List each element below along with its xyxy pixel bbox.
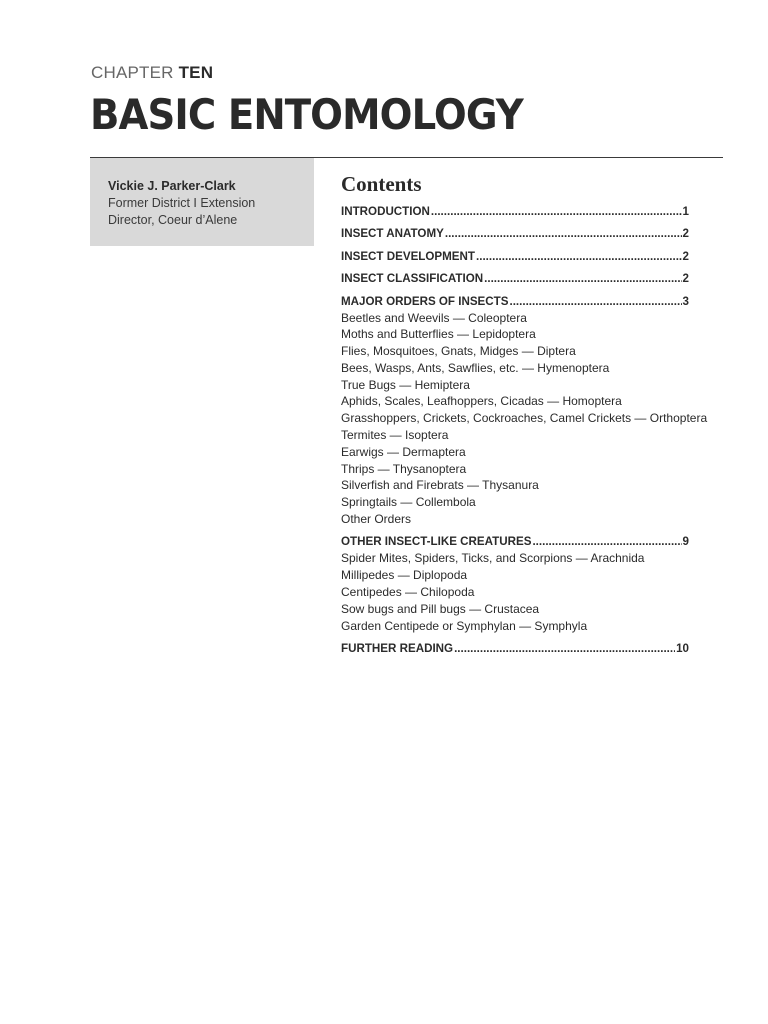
toc-entry-page: 2 — [682, 227, 689, 240]
toc-entry[interactable] — [341, 204, 689, 220]
toc-entry-label: INTRODUCTION — [341, 204, 430, 218]
toc-entry-label: INSECT DEVELOPMENT — [341, 249, 475, 263]
toc-subentry[interactable]: Moths and Butterflies — Lepidoptera — [341, 327, 536, 342]
toc-entry-page: 1 — [682, 204, 689, 218]
toc-entry-page: 3 — [682, 294, 689, 308]
toc-leader-dots — [484, 271, 681, 287]
author-name: Vickie J. Parker-Clark — [108, 179, 236, 193]
toc-leader-dots — [509, 294, 681, 310]
toc-entry[interactable] — [341, 294, 689, 310]
author-role-line1: Former District I Extension — [108, 196, 256, 210]
toc-entry-label: FURTHER READING — [341, 641, 454, 655]
toc-entry-page: 2 — [682, 249, 689, 263]
toc-subentry[interactable]: Springtails — Collembola — [341, 495, 476, 510]
toc-leader-dots — [431, 204, 682, 220]
table-of-contents — [341, 172, 741, 657]
toc-entry-label: INSECT CLASSIFICATION — [341, 272, 484, 285]
toc-subentry[interactable]: Silverfish and Firebrats — Thysanura — [341, 478, 539, 493]
chapter-label — [91, 63, 213, 83]
toc-subentry[interactable]: Flies, Mosquitoes, Gnats, Midges — Diptera — [341, 344, 576, 359]
toc-entry-page: 9 — [682, 535, 689, 549]
toc-subentry[interactable]: Spider Mites, Spiders, Ticks, and Scorpions — Arachnida — [341, 551, 645, 566]
toc-leader-dots — [476, 249, 682, 265]
toc-entry[interactable] — [341, 271, 689, 287]
toc-subentry[interactable]: Millipedes — Diplopoda — [341, 568, 468, 583]
author-role-line2: Director, Coeur d’Alene — [108, 213, 238, 227]
toc-list — [341, 204, 741, 657]
toc-leader-dots — [454, 641, 675, 657]
toc-subentry[interactable]: Other Orders — [341, 512, 412, 527]
toc-subentry[interactable]: Bees, Wasps, Ants, Sawflies, etc. — Hymenoptera — [341, 360, 610, 375]
toc-entry-label: INSECT ANATOMY — [341, 227, 444, 240]
author-box — [90, 158, 314, 246]
toc-subentry[interactable]: Beetles and Weevils — Coleoptera — [341, 310, 527, 325]
toc-entry[interactable] — [341, 641, 689, 657]
toc-subentry[interactable]: True Bugs — Hemiptera — [341, 377, 470, 392]
toc-entry-page: 2 — [682, 272, 689, 285]
contents-heading: Contents — [341, 172, 422, 196]
toc-entry-label: OTHER INSECT-LIKE CREATURES — [341, 535, 532, 549]
toc-subentry[interactable]: Centipedes — Chilopoda — [341, 584, 475, 599]
toc-entry-label: MAJOR ORDERS OF INSECTS — [341, 294, 509, 308]
toc-subentry[interactable]: Aphids, Scales, Leafhoppers, Cicadas — Homoptera — [341, 394, 622, 409]
toc-leader-dots — [445, 226, 682, 242]
toc-subentry[interactable]: Garden Centipede or Symphylan — Symphyla — [341, 618, 588, 633]
toc-subentry[interactable]: Termites — Isoptera — [341, 428, 449, 443]
toc-entry[interactable] — [341, 534, 689, 550]
toc-entry[interactable] — [341, 226, 689, 242]
toc-entry[interactable] — [341, 249, 689, 265]
toc-subentry[interactable]: Earwigs — Dermaptera — [341, 444, 466, 459]
chapter-prefix: CHAPTER — [91, 63, 174, 82]
chapter-number: TEN — [178, 63, 214, 82]
toc-entry-page: 10 — [676, 641, 689, 655]
toc-subentry[interactable]: Thrips — Thysanoptera — [341, 461, 467, 476]
page-title: BASIC ENTOMOLOGY — [90, 90, 523, 139]
toc-subentry[interactable]: Sow bugs and Pill bugs — Crustacea — [341, 601, 540, 616]
toc-leader-dots — [532, 534, 681, 550]
toc-subentry[interactable]: Grasshoppers, Crickets, Cockroaches, Camel Crickets — Orthoptera — [341, 411, 708, 426]
